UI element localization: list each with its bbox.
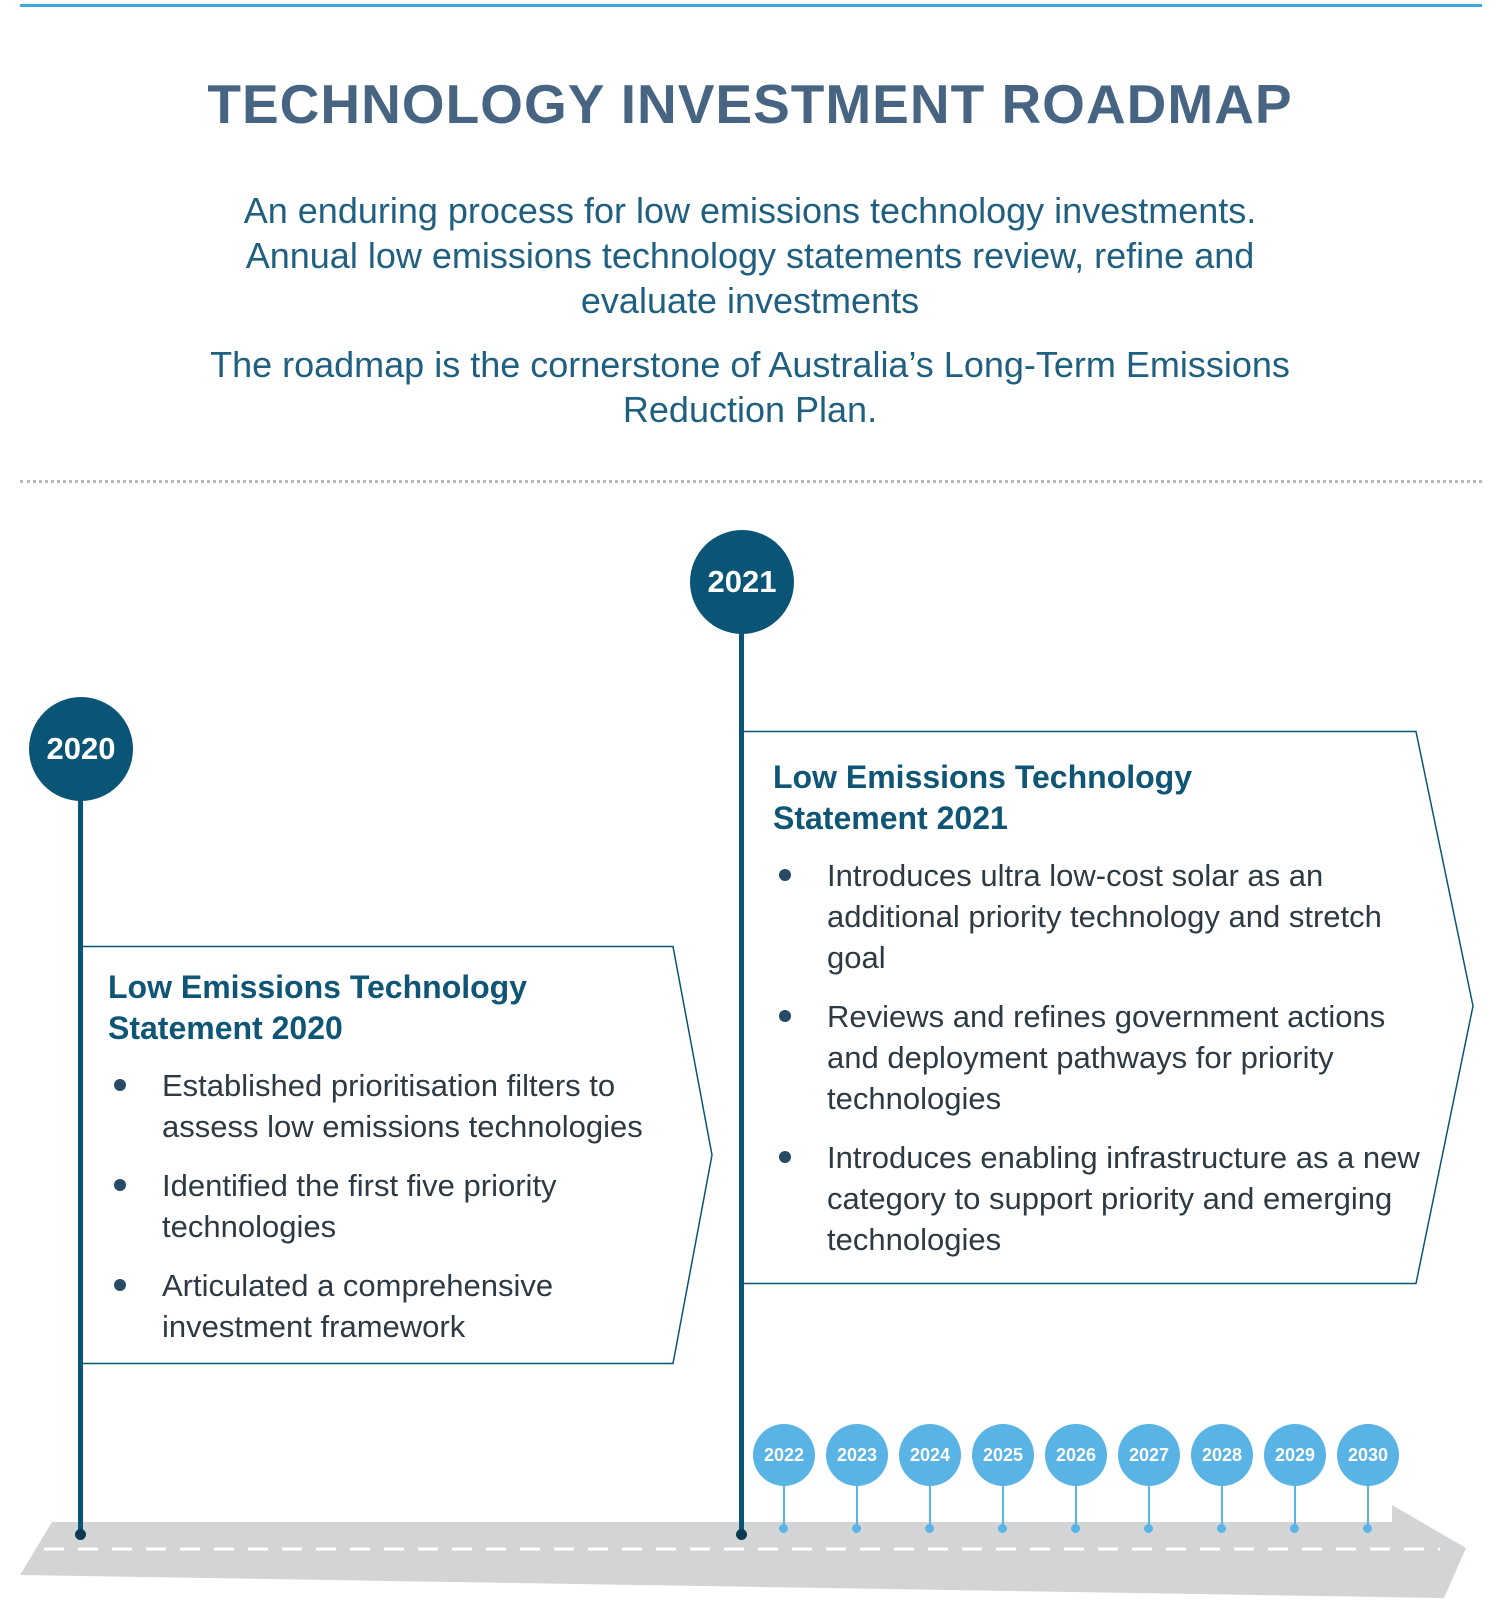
year-label: 2024 bbox=[909, 1444, 951, 1465]
bullet-item bbox=[108, 1265, 668, 1347]
statement-2021-bullets bbox=[773, 855, 1443, 1260]
top-divider bbox=[20, 4, 1482, 7]
bullet-text: Reviews and refines government actions and deployment pathways for priority technologies bbox=[827, 999, 1386, 1116]
year-label: 2022 bbox=[763, 1444, 805, 1465]
year-label: 2027 bbox=[1128, 1444, 1170, 1465]
bullet-text: Identified the first five priority technologies bbox=[162, 1168, 557, 1244]
statement-2020-content bbox=[108, 967, 668, 1365]
year-dot bbox=[1363, 1524, 1372, 1533]
bullet-icon bbox=[779, 869, 791, 881]
year-2029-circle bbox=[1264, 1424, 1326, 1486]
year-stem bbox=[856, 1486, 858, 1526]
statement-2020-title bbox=[108, 967, 668, 1049]
milestone-year: 2020 bbox=[46, 731, 116, 766]
year-dot bbox=[925, 1524, 934, 1533]
title-line: Low Emissions Technology bbox=[108, 969, 528, 1005]
year-label: 2026 bbox=[1055, 1444, 1097, 1465]
bullet-item bbox=[108, 1165, 668, 1247]
bullet-icon bbox=[114, 1179, 126, 1191]
title-line: Low Emissions Technology bbox=[773, 759, 1193, 795]
intro-paragraph bbox=[110, 188, 1390, 323]
title-line: Statement 2021 bbox=[773, 800, 1008, 836]
page-title: TECHNOLOGY INVESTMENT ROADMAP bbox=[207, 73, 1293, 135]
year-stem bbox=[1148, 1486, 1150, 1526]
milestone-2021-dot bbox=[736, 1529, 747, 1540]
milestone-2021-stem bbox=[739, 630, 744, 1535]
year-label: 2025 bbox=[982, 1444, 1024, 1465]
year-dot bbox=[852, 1524, 861, 1533]
year-stem bbox=[1367, 1486, 1369, 1526]
year-dot bbox=[998, 1524, 1007, 1533]
bullet-text: Introduces ultra low-cost solar as an additional priority technology and stretch goal bbox=[827, 858, 1382, 975]
year-stem bbox=[929, 1486, 931, 1526]
year-2030-circle bbox=[1337, 1424, 1399, 1486]
year-2028-circle bbox=[1191, 1424, 1253, 1486]
intro-line: evaluate investments bbox=[580, 280, 920, 321]
year-dot bbox=[1290, 1524, 1299, 1533]
year-2027-circle bbox=[1118, 1424, 1180, 1486]
bullet-text: Established prioritisation filters to assess low emissions technologies bbox=[162, 1068, 643, 1144]
year-label: 2030 bbox=[1347, 1444, 1389, 1465]
bullet-icon bbox=[779, 1010, 791, 1022]
bullet-icon bbox=[114, 1079, 126, 1091]
year-2022-circle bbox=[753, 1424, 815, 1486]
year-stem bbox=[783, 1486, 785, 1526]
bullet-item bbox=[108, 1065, 668, 1147]
bullet-text: Articulated a comprehensive investment framework bbox=[162, 1268, 554, 1344]
section-divider bbox=[20, 480, 1482, 483]
year-2024-circle bbox=[899, 1424, 961, 1486]
statement-2021-title bbox=[773, 757, 1443, 839]
timeline-road bbox=[0, 1500, 1500, 1603]
milestone-year: 2021 bbox=[707, 564, 777, 599]
year-stem bbox=[1221, 1486, 1223, 1526]
bullet-icon bbox=[114, 1279, 126, 1291]
title-line: Statement 2020 bbox=[108, 1010, 343, 1046]
milestone-2020-circle bbox=[29, 697, 133, 801]
bullet-item bbox=[773, 855, 1443, 978]
year-dot bbox=[1071, 1524, 1080, 1533]
intro-line: Annual low emissions technology statements review, refine and bbox=[245, 235, 1255, 276]
intro-line: An enduring process for low emissions technology investments. bbox=[243, 190, 1257, 231]
bullet-icon bbox=[779, 1151, 791, 1163]
year-label: 2029 bbox=[1274, 1444, 1316, 1465]
year-2026-circle bbox=[1045, 1424, 1107, 1486]
year-dot bbox=[1217, 1524, 1226, 1533]
intro-line: Reduction Plan. bbox=[622, 389, 878, 430]
bullet-text: Introduces enabling infrastructure as a new category to support priority and emerging technologies bbox=[827, 1140, 1420, 1257]
year-stem bbox=[1294, 1486, 1296, 1526]
year-dot bbox=[1144, 1524, 1153, 1533]
statement-2020-bullets bbox=[108, 1065, 668, 1347]
year-dot bbox=[779, 1524, 788, 1533]
milestone-2020-stem bbox=[78, 795, 83, 1535]
year-2023-circle bbox=[826, 1424, 888, 1486]
year-stem bbox=[1002, 1486, 1004, 1526]
bullet-item bbox=[773, 996, 1443, 1119]
year-stem bbox=[1075, 1486, 1077, 1526]
bullet-item bbox=[773, 1137, 1443, 1260]
cornerstone-paragraph bbox=[110, 342, 1390, 432]
year-label: 2028 bbox=[1201, 1444, 1243, 1465]
statement-2021-content bbox=[773, 757, 1443, 1278]
year-2025-circle bbox=[972, 1424, 1034, 1486]
milestone-2020-dot bbox=[75, 1529, 86, 1540]
year-label: 2023 bbox=[836, 1444, 878, 1465]
intro-line: The roadmap is the cornerstone of Australia’s Long-Term Emissions bbox=[210, 344, 1290, 385]
milestone-2021-circle bbox=[690, 530, 794, 634]
